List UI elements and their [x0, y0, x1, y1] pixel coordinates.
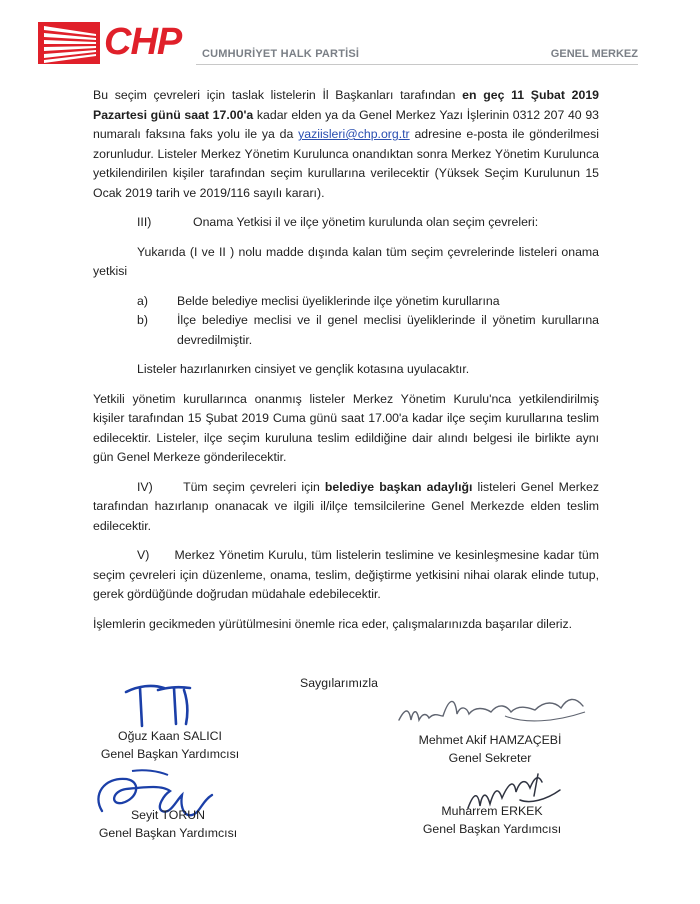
- party-name: CUMHURİYET HALK PARTİSİ: [202, 48, 360, 60]
- department-label: GENEL MERKEZ: [550, 48, 638, 60]
- mayor-candidacy-emphasis: belediye başkan adaylığı: [324, 479, 473, 494]
- signatory-4-title: Genel Başkan Yardımcısı: [422, 822, 562, 836]
- signatory-1: [80, 727, 260, 763]
- signature-hamzacebi-icon: [395, 690, 595, 735]
- signatory-2-name: Mehmet Akif HAMZAÇEBİ: [418, 733, 562, 747]
- signatory-3-title: Genel Başkan Yardımcısı: [98, 826, 238, 840]
- paragraph-submission: Bu seçim çevreleri için taslak listelerin İl Başkanları tarafından en geç 11 Şubat 2019 Pazartesi günü saat 17.00'a kadar elden ya da Genel Merkez Yazı İşlerinin 0312 207 40 93 numaralı faksına faks yolu ile ya da yaziisleri@chp.org.tr adresine e-posta ile gönderilmesi zorunludur. Listeler Merkez Yönetim Kurulunca onandıktan sonra Merkez Yönetim Kurulunca yetkilendirilen kişiler tarafından seçim kurullarına verilecektir (Yüksek Seçim Kurulunun 15 Ocak 2019 tarih ve 2019/116 sayılı kararı).: [93, 88, 600, 200]
- paragraph-authorized-boards: Yetkili yönetim kurullarınca onanmış listeler Merkez Yönetim Kurulu'nca yetkilendirilmiş kişiler tarafından 15 Şubat 2019 Cuma günü saat 17.00'a kadar ilçe seçim kurullarına teslim edilecektir. Listeler, ilçe seçim kuruluna teslim edildiğine dair alındı belgesi ile birlikte aynı gün Genel Merkeze gönderilecektir.: [93, 391, 599, 464]
- signature-torun-icon: [92, 765, 222, 825]
- logo-text: CHP: [104, 21, 182, 63]
- signatory-2: [390, 731, 590, 767]
- section-4: IV) Tüm seçim çevreleri için belediye başkan adaylığı listeleri Genel Merkez tarafından hazırlanıp onanacak ve ilgili il/ilçe temsilcilerine Genel Merkezde elden teslim edilecektir.: [93, 479, 599, 533]
- letter-body: [93, 86, 599, 634]
- section-3-intro: Yukarıda (I ve II ) nolu madde dışında kalan tüm seçim çevrelerinde listeleri onama yetkisi: [93, 244, 599, 278]
- signature-salici-icon: [118, 680, 198, 732]
- list-item-a: a) Belde belediye meclisi üyeliklerinde ilçe yönetim kurullarına: [137, 293, 500, 308]
- signatory-1-title: Genel Başkan Yardımcısı: [100, 747, 240, 761]
- six-arrows-icon: [38, 22, 100, 64]
- signature-erkek-icon: [460, 770, 570, 814]
- signatory-3-name: Seyit TORUN: [130, 808, 206, 822]
- section-3-heading: III) Onama Yetkisi il ve ilçe yönetim kurulunda olan seçim çevreleri:: [137, 215, 539, 229]
- quota-note: Listeler hazırlanırken cinsiyet ve gençlik kotasına uyulacaktır.: [137, 362, 470, 376]
- signatory-2-title: Genel Sekreter: [448, 751, 532, 765]
- closing-paragraph: İşlemlerin gecikmeden yürütülmesini önemle rica eder, çalışmalarınızda başarılar dileriz.: [93, 616, 573, 631]
- email-link[interactable]: yaziisleri@chp.org.tr: [298, 127, 410, 141]
- chp-logo-emblem-icon: [38, 22, 100, 64]
- list-item-b: b) İlçe belediye meclisi ve il genel meclisi üyeliklerinde il yönetim kurullarına devredilmiştir.: [137, 313, 599, 347]
- letterhead: [0, 0, 700, 80]
- deadline-emphasis: en geç 11 Şubat 2019 Pazartesi günü saat 17.00'a: [93, 88, 599, 122]
- regards-line: Saygılarımızla: [300, 676, 378, 690]
- signatory-4: [392, 802, 592, 838]
- signatory-3: [78, 806, 258, 842]
- signatory-4-name: Muharrem ERKEK: [441, 804, 543, 818]
- section-5: V) Merkez Yönetim Kurulu, tüm listelerin teslimine ve kesinleşmesine kadar tüm seçim çevreleri için düzenleme, onama, teslim, değiştirme yetkisini nihai olarak elinde tutup, gerek gördüğünde doğrudan müdahale edebilecektir.: [93, 548, 600, 601]
- signatory-1-name: Oğuz Kaan SALICI: [118, 729, 222, 743]
- header-divider: [196, 64, 638, 65]
